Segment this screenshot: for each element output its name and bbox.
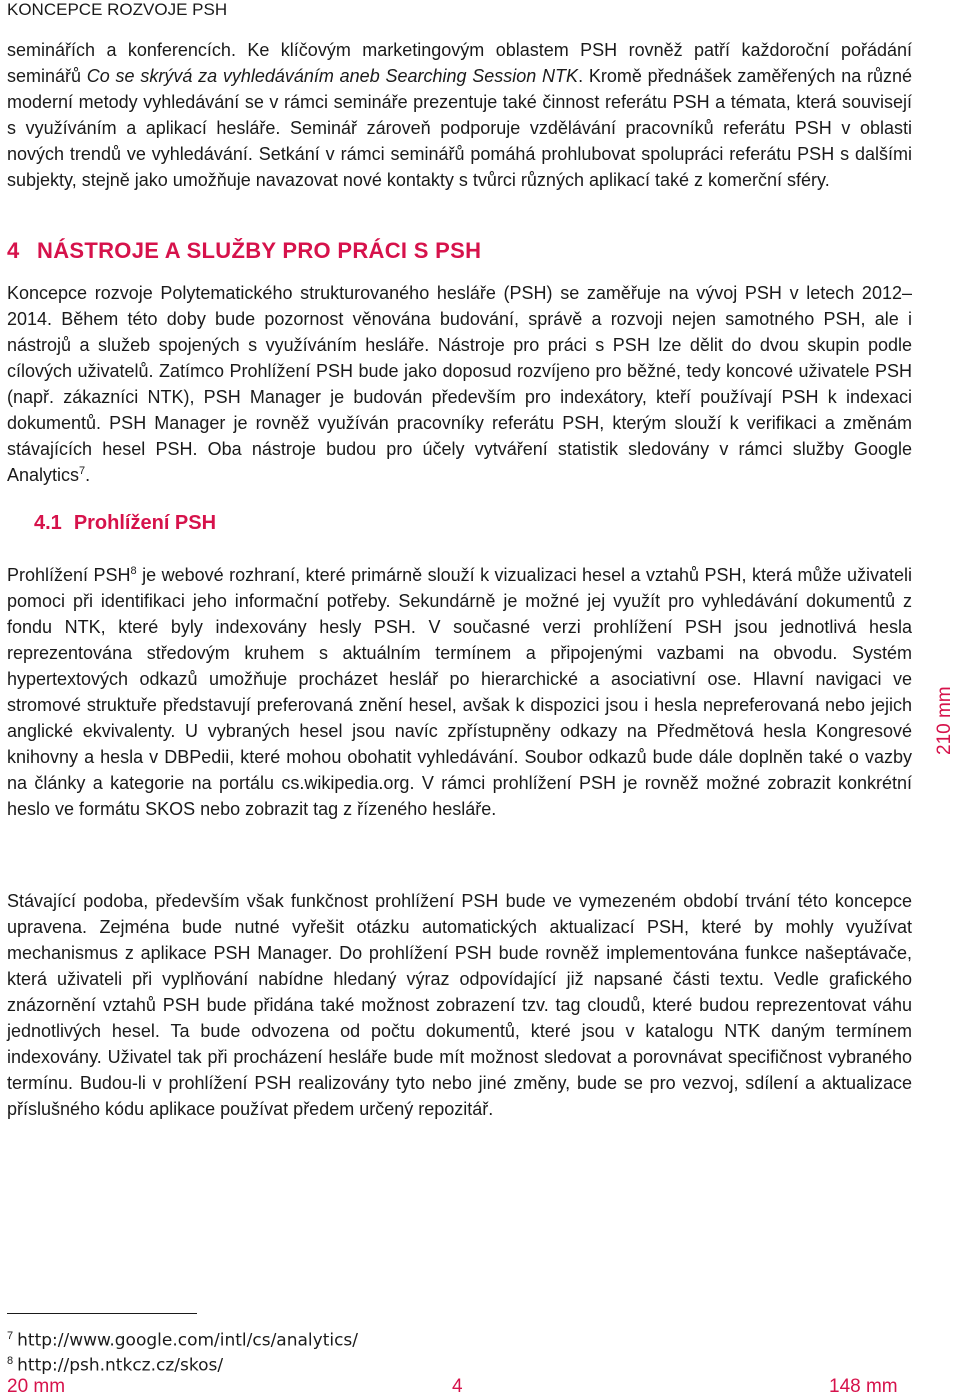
footnote-link[interactable]: http://www.google.com/intl/cs/analytics/: [17, 1330, 359, 1351]
footnote-ref-8[interactable]: 8: [130, 565, 137, 577]
seminar-title: Co se skrývá za vyhledáváním aneb Searching Session NTK: [86, 66, 579, 86]
footnote-number: 8: [7, 1355, 14, 1367]
paragraph-seminars: [7, 37, 912, 193]
paragraph-future: [7, 888, 912, 1122]
footnote-link[interactable]: http://psh.ntkcz.cz/skos/: [17, 1355, 224, 1376]
section-heading-4-1: [34, 510, 216, 536]
running-header: KONCEPCE ROZVOJE PSH: [7, 0, 228, 19]
paragraph-browsing: [7, 562, 912, 822]
paragraph-tools: [7, 280, 912, 488]
footnote-ref-7[interactable]: 7: [79, 465, 86, 477]
section-heading-4: [7, 237, 481, 265]
footnote-7: [7, 1326, 358, 1351]
side-dimension-label: 210 mm: [934, 686, 955, 755]
page-number: 4: [452, 1376, 463, 1397]
subsection-title: Prohlížení PSH: [73, 512, 217, 534]
paragraph-future-text: Stávající podoba, především však funkčnost prohlížení PSH bude ve vymezeném období trvání této koncepce upravena. Zejména bude nutné vyřešit otázku automatických aktualizací PSH, které by mohly využívat mechanismus z aplikace PSH Manager. Do prohlížení PSH bude rovněž implementována funkce našeptávače, která uživateli při vyplňování nabídne hledaný výraz odpovídající již napsané části textu. Vedle grafického znázornění vztahů PSH bude přidána také možnost zobrazení tzv. tag cloudů, které budou reprezentovat váhu jednotlivých hesel. Ta bude odvozena od počtu dokumentů, které jsou v katalogu NTK daným termínem indexovány. Uživatel tak při procházení hesláře bude mít možnost sledovat a porovnávat specifičnost vybraného termínu. Budou-li v prohlížení PSH realizovány tyto nebo jiné změny, bude se pro vezvoj, sdílení a aktualizace příslušného kódu aplikace používat předem určený repozitář.: [7, 891, 912, 1119]
paragraph-browsing-text-a: Prohlížení PSH: [7, 565, 131, 585]
bottom-right-dimension: 148 mm: [829, 1376, 898, 1397]
paragraph-seminars-text-b: . Kromě přednášek zaměřených na různé moderní metody vyhledávání se v rámci semináře prezentuje také činnost referátu PSH a témata, která souvisejí s využíváním a aplikací hesláře. Seminář zároveň podporuje vzdělávání pracovníků referátu PSH v oblasti nových trendů ve vyhledávání. Setkání v rámci seminářů pomáhá prohlubovat spolupráci referátu PSH s dalšími subjekty, stejně jako umožňuje navazovat nové kontakty s tvůrci různých aplikací také z komerční sféry.: [7, 66, 912, 190]
paragraph-tools-end: .: [85, 465, 91, 485]
paragraph-tools-text: Koncepce rozvoje Polytematického strukturovaného hesláře (PSH) se zaměřuje na vývoj PSH v letech 2012–2014. Během této doby bude pozornost věnována budování, správě a rozvoji nejen samotného PSH, ale i nástrojů a služeb spojených s využíváním hesláře. Nástroje pro práci s PSH lze dělit do dvou skupin podle cílových uživatelů. Zatímco Prohlížení PSH bude jako doposud rozvíjeno pro běžné, tedy koncové uživatele PSH (např. zákazníci NTK), PSH Manager je budován především pro indexátory, kteří používají PSH k indexaci dokumentů. PSH Manager je rovněž využíván pracovníky referátu PSH, kterým slouží k verifikaci a změnám stávajících hesel PSH. Oba nástroje budou pro účely vytváření statistik sledovány v rámci služby Google Analytics: [7, 283, 912, 485]
section-number: 4: [7, 238, 20, 263]
paragraph-seminars-text-a: seminářích a konferencích. Ke klíčovým marketingovým oblastem PSH rovněž patří každoroční pořádání seminářů: [7, 40, 912, 86]
footnote-8: [7, 1351, 223, 1376]
footnote-number: 7: [7, 1330, 14, 1342]
bottom-left-dimension: 20 mm: [7, 1376, 66, 1397]
paragraph-browsing-text-b: je webové rozhraní, které primárně slouží k vizualizaci hesel a vztahů PSH, která může uživateli pomoci při identifikaci jeho informační potřeby. Sekundárně je možné jej využít pro vyhledávání dokumentů z fondu NTK, které byly indexovány hesly PSH. V současné verzi prohlížení PSH jsou jednotlivá hesla reprezentována středovým kruhem s aktuálním termínem a připojenými vazbami na obvodu. Systém hypertextových odkazů umožňuje procházet heslář po hierarchické a asociativní ose. Hlavní navigaci ve stromové struktuře představují preferovaná znění hesel, avšak k dispozici jsou i hesla nepreferovaná nebo jejich anglické ekvivalenty. U vybraných hesel jsou navíc zpřístupněny odkazy na Předmětová hesla Kongresové knihovny a hesla v DBPedii, které mohou obohatit vyhledávání. Soubor odkazů bude dále doplněn také o vazby na články a kategorie na portálu cs.wikipedia.org. V rámci prohlížení PSH je rovněž možné zobrazit konkrétní heslo ve formátu SKOS nebo zobrazit tag z řízeného hesláře.: [7, 565, 912, 819]
section-title: NÁSTROJE A SLUŽBY PRO PRÁCI S PSH: [37, 238, 482, 263]
subsection-number: 4.1: [34, 512, 62, 534]
footnote-divider: [7, 1313, 197, 1314]
